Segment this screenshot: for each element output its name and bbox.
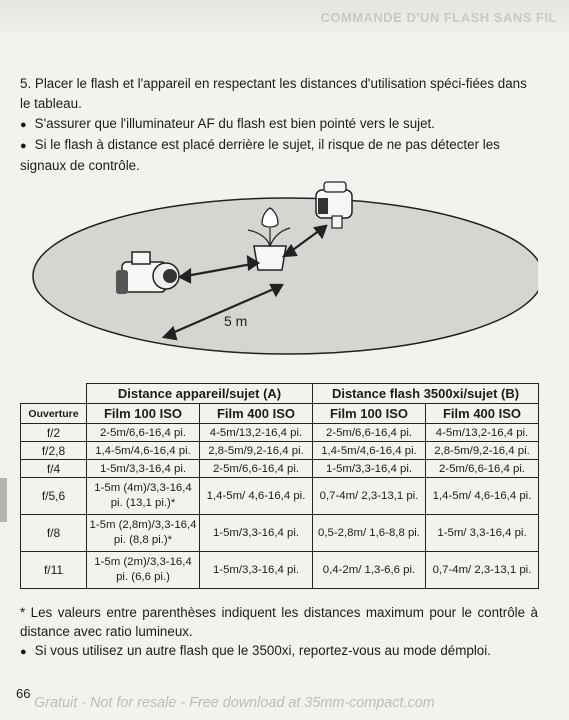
col-header-aperture: Ouverture <box>21 404 87 424</box>
notes <box>20 603 538 662</box>
table-cell: 1-5m (4m)/3,3-16,4 pi. (13,1 pi.)* <box>87 478 200 515</box>
distance-label: 5 m <box>224 313 248 329</box>
table-cell: 1,4-5m/ 4,6-16,4 pi. <box>426 478 539 515</box>
page-number: 66 <box>16 686 31 701</box>
table-cell: 1-5m/ 3,3-16,4 pi. <box>426 515 539 552</box>
table-row <box>21 552 539 589</box>
table-cell: 0,5-2,8m/ 1,6-8,8 pi. <box>313 515 426 552</box>
group-header-flash: Distance flash 3500xi/sujet (B) <box>313 384 539 404</box>
table-cell: 1-5m/3,3-16,4 pi. <box>87 460 200 478</box>
setup-illustration <box>18 172 538 380</box>
table-cell: 0,7-4m/ 2,3-13,1 pi. <box>313 478 426 515</box>
ground-ellipse <box>33 198 538 354</box>
bullet-af-illuminator: ● S'assurer que l'illuminateur AF du flash est bien pointé vers le sujet. <box>20 114 538 135</box>
table-cell: 4-5m/13,2-16,4 pi. <box>200 424 313 442</box>
table-cell: 2-5m/6,6-16,4 pi. <box>200 460 313 478</box>
aperture-cell: f/2 <box>21 424 87 442</box>
aperture-cell: f/5,6 <box>21 478 87 515</box>
table-cell: 2-5m/6,6-16,4 pi. <box>426 460 539 478</box>
aperture-cell: f/2,8 <box>21 442 87 460</box>
aperture-cell: f/8 <box>21 515 87 552</box>
bullet-flash-behind: ● Si le flash à distance est placé derrière le sujet, il risque de ne pas détecter les signaux de contrôle. <box>20 135 538 176</box>
table-cell: 1-5m (2,8m)/3,3-16,4 pi. (8,8 pi.)* <box>87 515 200 552</box>
table-cell: 2,8-5m/9,2-16,4 pi. <box>200 442 313 460</box>
table-row <box>21 478 539 515</box>
col-header-a-400: Film 400 ISO <box>200 404 313 424</box>
table-row <box>21 460 539 478</box>
table-cell: 2-5m/6,6-16,4 pi. <box>313 424 426 442</box>
table-row <box>21 442 539 460</box>
header-ghost-text: COMMANDE D'UN FLASH SANS FIL <box>320 10 557 25</box>
table-cell: 1,4-5m/4,6-16,4 pi. <box>87 442 200 460</box>
col-header-b-400: Film 400 ISO <box>426 404 539 424</box>
distance-table-wrapper <box>20 383 538 589</box>
header-band <box>0 0 569 40</box>
distance-table <box>20 383 539 589</box>
thumb-tab <box>0 478 7 522</box>
col-header-b-100: Film 100 ISO <box>313 404 426 424</box>
table-cell: 1-5m/3,3-16,4 pi. <box>200 515 313 552</box>
bullet-other-flash: ● Si vous utilisez un autre flash que le 3500xi, reportez-vous au mode démploi. <box>20 641 538 662</box>
table-row <box>21 515 539 552</box>
step-5: 5. Placer le flash et l'appareil en respectant les distances d'utilisation spéci-fiées dans le tableau. <box>20 76 527 111</box>
aperture-cell: f/4 <box>21 460 87 478</box>
table-cell: 1-5m/3,3-16,4 pi. <box>200 552 313 589</box>
table-cell: 4-5m/13,2-16,4 pi. <box>426 424 539 442</box>
table-cell: 1,4-5m/ 4,6-16,4 pi. <box>200 478 313 515</box>
footnote: * Les valeurs entre parenthèses indiquent les distances maximum pour le contrôle à distance avec ratio lumineux. <box>20 605 538 639</box>
col-header-a-100: Film 100 ISO <box>87 404 200 424</box>
watermark: Gratuit - Not for resale - Free download at 35mm-compact.com <box>34 695 435 711</box>
intro-text <box>20 74 538 176</box>
table-cell: 1,4-5m/4,6-16,4 pi. <box>313 442 426 460</box>
table-row <box>21 424 539 442</box>
aperture-cell: f/11 <box>21 552 87 589</box>
group-header-camera: Distance appareil/sujet (A) <box>87 384 313 404</box>
table-cell: 2,8-5m/9,2-16,4 pi. <box>426 442 539 460</box>
table-cell: 0,4-2m/ 1,3-6,6 pi. <box>313 552 426 589</box>
table-cell: 1-5m/3,3-16,4 pi. <box>313 460 426 478</box>
table-cell: 0,7-4m/ 2,3-13,1 pi. <box>426 552 539 589</box>
table-cell: 2-5m/6,6-16,4 pi. <box>87 424 200 442</box>
table-cell: 1-5m (2m)/3,3-16,4 pi. (6,6 pi.) <box>87 552 200 589</box>
